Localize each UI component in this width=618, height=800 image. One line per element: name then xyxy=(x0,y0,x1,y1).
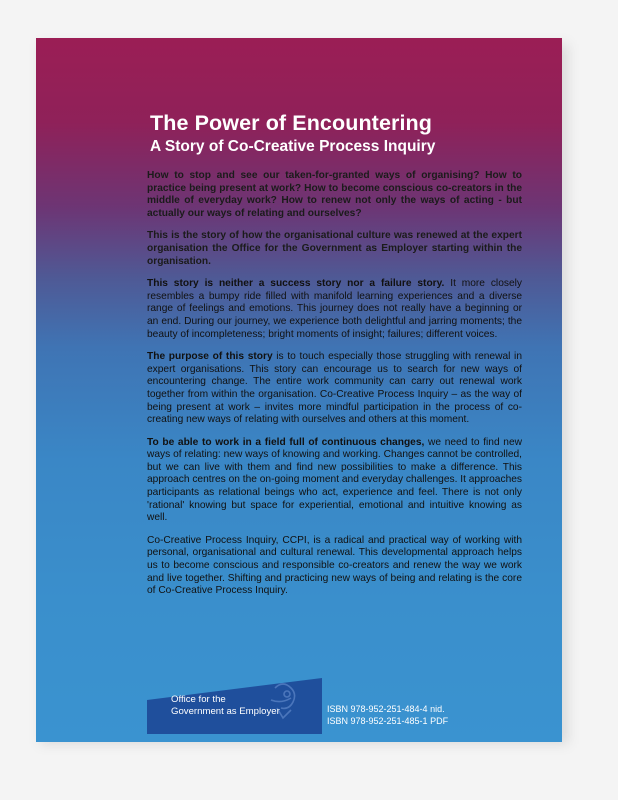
blurb-paragraph-ccpi: Co-Creative Process Inquiry, CCPI, is a radical and practical way of working with personal, organisational and cultural renewal. This developmental approach helps us to become conscious and responsible co-creators and renew the way we work and live together. Shifting and practicing new ways of being and relating is the core of Co-Creative Process Inquiry. xyxy=(147,534,522,597)
blurb-paragraph-story xyxy=(147,278,522,341)
book-subtitle: A Story of Co-Creative Process Inquiry xyxy=(150,138,436,155)
book-title: The Power of Encountering xyxy=(150,111,433,135)
blurb-text xyxy=(147,170,522,608)
blurb-rest: It more closely resembles a bumpy ride filled with manifold learning experiences and a diverse range of feelings and emotions. This journey does not really have a beginning or an end. During our journey, we experience both delightful and jarring moments; the beauty of incompleteness; bright moments of insight; failures; different voices. xyxy=(147,278,522,340)
isbn-pdf: ISBN 978-952-251-485-1 PDF xyxy=(327,715,449,726)
publisher-line-1: Office for the xyxy=(171,694,226,705)
blurb-questions: How to stop and see our taken-for-granted ways of organising? How to practice being present at work? How to become conscious co-creators in the middle of everyday work? How to renew not only the ways of acting - but actually our ways of relating and ourselves? xyxy=(147,170,522,219)
blurb-rest: we need to find new ways of relating: new ways of knowing and working. Changes cannot be controlled, but we can live with them and find new possibilities to make a difference. This approach centres on the on-going moment and everyday challenges. It approaches participants as relational beings who act, experience and feel. There is not only 'rational' knowing but space for experiential, emotional and intuitive knowing as well. xyxy=(147,436,522,524)
publisher-name xyxy=(171,694,280,718)
publisher-line-2: Government as Employer xyxy=(171,706,280,717)
isbn-print: ISBN 978-952-251-484-4 nid. xyxy=(327,704,445,714)
blurb-lead: This story is neither a success story nor a failure story. xyxy=(147,278,445,290)
blurb-paragraph-changes xyxy=(147,437,522,525)
isbn-block xyxy=(327,704,448,727)
book-back-cover xyxy=(36,38,562,742)
publisher-logo-band xyxy=(147,678,322,734)
blurb-intro: This is the story of how the organisational culture was renewed at the expert organisation the Office for the Government as Employer starting within the organisation. xyxy=(147,230,522,267)
blurb-lead: The purpose of this story xyxy=(147,351,273,363)
blurb-lead: To be able to work in a field full of continuous changes, xyxy=(147,436,425,448)
blurb-rest: is to touch especially those struggling with renewal in expert organisations. This story can encourage us to search for new ways of encountering change. The entire work community can carry out renewal work together from within the organisation. Co-Creative Process Inquiry – as the way of being present at work – invites more mindful participation in the process of co-creating new ways of relating with ourselves and others at this moment. xyxy=(147,351,522,426)
blurb-paragraph-purpose xyxy=(147,351,522,427)
